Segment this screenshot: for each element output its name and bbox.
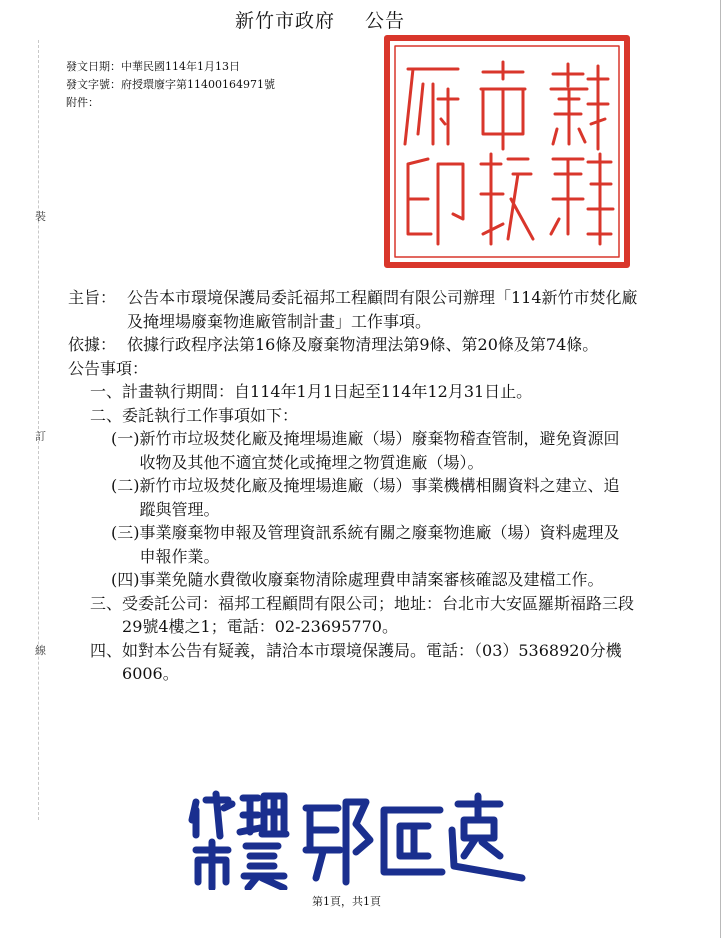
doc-type: 公告 [365, 10, 406, 32]
item-text: 如對本公告有疑義，請洽本市環境保護局。電話：（03）5368920分機6006。 [122, 640, 622, 683]
subitem-number: (三) [111, 523, 140, 542]
official-seal [383, 34, 631, 269]
announcement-item-2 [90, 404, 668, 428]
agency-name: 新竹市政府 [235, 10, 336, 32]
gist-label: 主旨： [68, 288, 117, 307]
subitem-text: 新竹市垃圾焚化廠及掩埋場進廠（場）廢棄物稽查管制，避免資源回收物及其他不適宜焚化或掩埋之物質進廠（場）。 [139, 429, 620, 472]
subitem-2 [111, 474, 668, 521]
attachments-label: 附件： [66, 96, 99, 109]
subitem-4 [111, 568, 668, 592]
announcement-body [68, 286, 668, 686]
subitem-1 [111, 427, 668, 474]
gist-row [68, 286, 668, 333]
binding-mark-zhuang: 裝 [35, 210, 46, 223]
basis-row [68, 333, 668, 357]
binding-mark-xian: 線 [35, 644, 46, 657]
announcement-heading: 公告事項： [68, 358, 149, 378]
item-text: 委託執行工作事項如下： [122, 405, 299, 425]
item-text: 計畫執行期間：自114年1月1日起至114年12月31日止。 [122, 382, 533, 401]
document-header [235, 6, 405, 33]
announcement-item-4 [90, 639, 668, 686]
subitem-text: 新竹市垃圾焚化廠及掩埋場進廠（場）事業機構相關資料之建立、追蹤與管理。 [139, 476, 620, 519]
subitem-number: (一) [111, 429, 140, 448]
gist-text: 公告本市環境保護局委託福邦工程顧問有限公司辦理「114新竹市焚化廠及掩埋場廢棄物進廠管制計畫」工作事項。 [127, 288, 638, 331]
item-number: 一、 [90, 382, 123, 401]
basis-label: 依據： [68, 335, 117, 354]
mayor-signature-stamp [188, 790, 528, 890]
subitem-text: 事業免隨水費徵收廢棄物清除處理費申請案審核確認及建檔工作。 [139, 570, 604, 589]
subitem-text: 事業廢棄物申報及管理資訊系統有關之廢棄物進廠（場）資料處理及申報作業。 [139, 523, 620, 566]
announcement-item-3 [90, 592, 668, 639]
issue-number: 發文字號：府授環廢字第11400164971號 [66, 78, 275, 91]
item-text: 受委託公司：福邦工程顧問有限公司；地址：台北市大安區羅斯福路三段29號4樓之1；電話：02-23695770。 [122, 593, 635, 636]
page-number: 第1頁，共1頁 [312, 895, 381, 908]
subitem-3 [111, 521, 668, 568]
item-number: 二、 [90, 405, 123, 425]
subitem-number: (四) [111, 570, 140, 589]
subitem-number: (二) [111, 476, 140, 495]
binding-mark-ding: 訂 [35, 430, 46, 443]
page-edge [720, 0, 721, 938]
issue-date: 發文日期：中華民國114年1月13日 [66, 60, 240, 73]
item-number: 四、 [90, 640, 123, 660]
basis-text: 依據行政程序法第16條及廢棄物清理法第9條、第20條及第74條。 [127, 335, 599, 354]
announcement-item-1 [90, 380, 668, 404]
item-number: 三、 [90, 593, 123, 613]
